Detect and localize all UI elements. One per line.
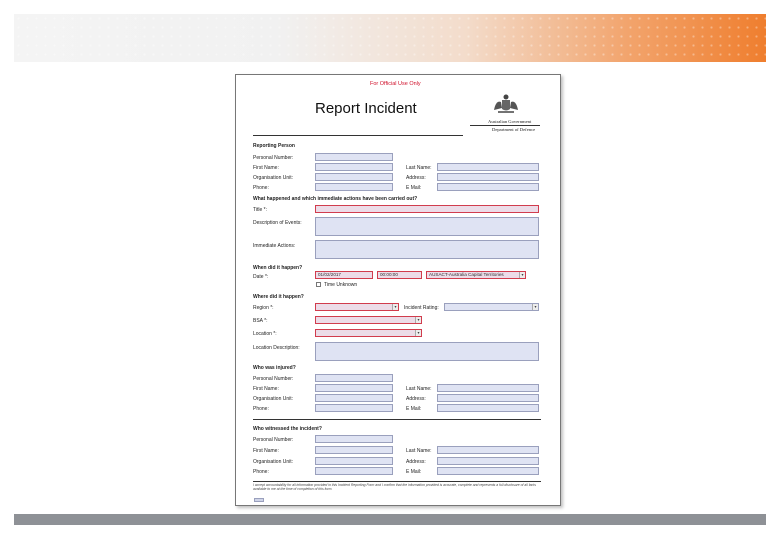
chevron-down-icon: ▾ bbox=[415, 317, 421, 323]
label-org-unit: Organisation Unit: bbox=[253, 459, 294, 465]
date-value: 01/02/2017 bbox=[318, 272, 341, 277]
injured-email-input[interactable] bbox=[437, 404, 539, 412]
label-last-name: Last Name: bbox=[406, 165, 432, 171]
label-last-name: Last Name: bbox=[406, 386, 432, 392]
chevron-down-icon: ▾ bbox=[519, 272, 525, 278]
chevron-down-icon: ▾ bbox=[392, 304, 398, 310]
location-select[interactable] bbox=[315, 329, 422, 337]
footer-bar bbox=[14, 514, 766, 525]
reporter-personal-number-input[interactable] bbox=[315, 153, 393, 161]
label-phone: Phone: bbox=[253, 185, 269, 191]
description-of-events-textarea[interactable] bbox=[315, 217, 539, 236]
witness-last-name-input[interactable] bbox=[437, 446, 539, 454]
incident-rating-select[interactable] bbox=[444, 303, 539, 311]
injured-first-name-input[interactable] bbox=[315, 384, 393, 392]
label-first-name: First Name: bbox=[253, 448, 279, 454]
injured-org-unit-input[interactable] bbox=[315, 394, 393, 402]
section-divider bbox=[253, 419, 541, 420]
time-unknown-checkbox[interactable] bbox=[316, 282, 321, 287]
time-input[interactable] bbox=[377, 271, 422, 279]
time-value: 00:00:00 bbox=[380, 272, 398, 277]
chevron-down-icon: ▾ bbox=[532, 304, 538, 310]
label-personal-number: Personal Number: bbox=[253, 376, 294, 382]
label-org-unit: Organisation Unit: bbox=[253, 175, 294, 181]
label-last-name: Last Name: bbox=[406, 448, 432, 454]
timezone-select[interactable] bbox=[426, 271, 526, 279]
label-personal-number: Personal Number: bbox=[253, 155, 294, 161]
section-who-witnessed: Who witnessed the incident? bbox=[253, 426, 322, 432]
reporter-phone-input[interactable] bbox=[315, 183, 393, 191]
coat-of-arms-icon bbox=[490, 93, 522, 117]
witness-org-unit-input[interactable] bbox=[315, 457, 393, 465]
region-select[interactable] bbox=[315, 303, 399, 311]
label-phone: Phone: bbox=[253, 469, 269, 475]
label-phone: Phone: bbox=[253, 406, 269, 412]
label-email: E Mail: bbox=[406, 469, 422, 475]
location-description-textarea[interactable] bbox=[315, 342, 539, 361]
declaration-text: I accept accountability for all information provided in this Incident Reporting Form and I confirm that the information provided is accurate, complete and represents a full disclosure of all facts available to me at the time of completion of this form. bbox=[253, 483, 536, 492]
section-where: Where did it happen? bbox=[253, 294, 304, 300]
injured-personal-number-input[interactable] bbox=[315, 374, 393, 382]
label-first-name: First Name: bbox=[253, 386, 279, 392]
footer-divider bbox=[253, 481, 541, 482]
label-address: Address: bbox=[406, 459, 426, 465]
label-address: Address: bbox=[406, 175, 426, 181]
page-title: Report Incident bbox=[315, 100, 417, 117]
label-address: Address: bbox=[406, 396, 426, 402]
witness-email-input[interactable] bbox=[437, 467, 539, 475]
incident-title-input[interactable] bbox=[315, 205, 539, 213]
label-immediate-actions: Immediate Actions: bbox=[253, 243, 296, 249]
submit-button[interactable] bbox=[254, 498, 264, 502]
agency-name-line2: Department of Defence bbox=[492, 127, 536, 132]
label-location-description: Location Description: bbox=[253, 345, 300, 351]
label-region: Region *: bbox=[253, 305, 274, 311]
reporter-address-input[interactable] bbox=[437, 173, 539, 181]
witness-first-name-input[interactable] bbox=[315, 446, 393, 454]
label-location: Location *: bbox=[253, 331, 277, 337]
label-title: Title *: bbox=[253, 207, 267, 213]
incident-form-document bbox=[235, 74, 561, 506]
label-personal-number: Personal Number: bbox=[253, 437, 294, 443]
reporter-org-unit-input[interactable] bbox=[315, 173, 393, 181]
reporter-last-name-input[interactable] bbox=[437, 163, 539, 171]
label-org-unit: Organisation Unit: bbox=[253, 396, 294, 402]
label-description: Description of Events: bbox=[253, 220, 302, 226]
injured-phone-input[interactable] bbox=[315, 404, 393, 412]
witness-personal-number-input[interactable] bbox=[315, 435, 393, 443]
chevron-down-icon: ▾ bbox=[415, 330, 421, 336]
agency-name-line1: Australian Government bbox=[488, 119, 532, 124]
reporter-first-name-input[interactable] bbox=[315, 163, 393, 171]
official-use-label: For Official Use Only bbox=[370, 81, 421, 87]
label-email: E Mail: bbox=[406, 406, 422, 412]
label-incident-rating: Incident Rating: bbox=[404, 305, 439, 311]
reporter-email-input[interactable] bbox=[437, 183, 539, 191]
label-time-unknown: Time Unknown bbox=[324, 282, 358, 288]
bsa-select[interactable] bbox=[315, 316, 422, 324]
witness-phone-input[interactable] bbox=[315, 467, 393, 475]
immediate-actions-textarea[interactable] bbox=[315, 240, 539, 259]
label-email: E Mail: bbox=[406, 185, 422, 191]
section-who-injured: Who was injured? bbox=[253, 365, 296, 371]
title-divider bbox=[253, 135, 463, 136]
section-when: When did it happen? bbox=[253, 265, 303, 271]
section-reporting-person: Reporting Person bbox=[253, 143, 295, 149]
label-first-name: First Name: bbox=[253, 165, 279, 171]
agency-divider bbox=[470, 125, 540, 126]
timezone-value: AUSACT-Australia Capital Territories bbox=[429, 272, 504, 277]
injured-address-input[interactable] bbox=[437, 394, 539, 402]
section-what-happened: What happened and which immediate actions have been carried out? bbox=[253, 196, 418, 202]
label-bsa: BSA *: bbox=[253, 318, 268, 324]
injured-last-name-input[interactable] bbox=[437, 384, 539, 392]
date-input[interactable] bbox=[315, 271, 373, 279]
banner-pattern bbox=[14, 14, 766, 62]
label-date: Date *: bbox=[253, 274, 269, 280]
witness-address-input[interactable] bbox=[437, 457, 539, 465]
